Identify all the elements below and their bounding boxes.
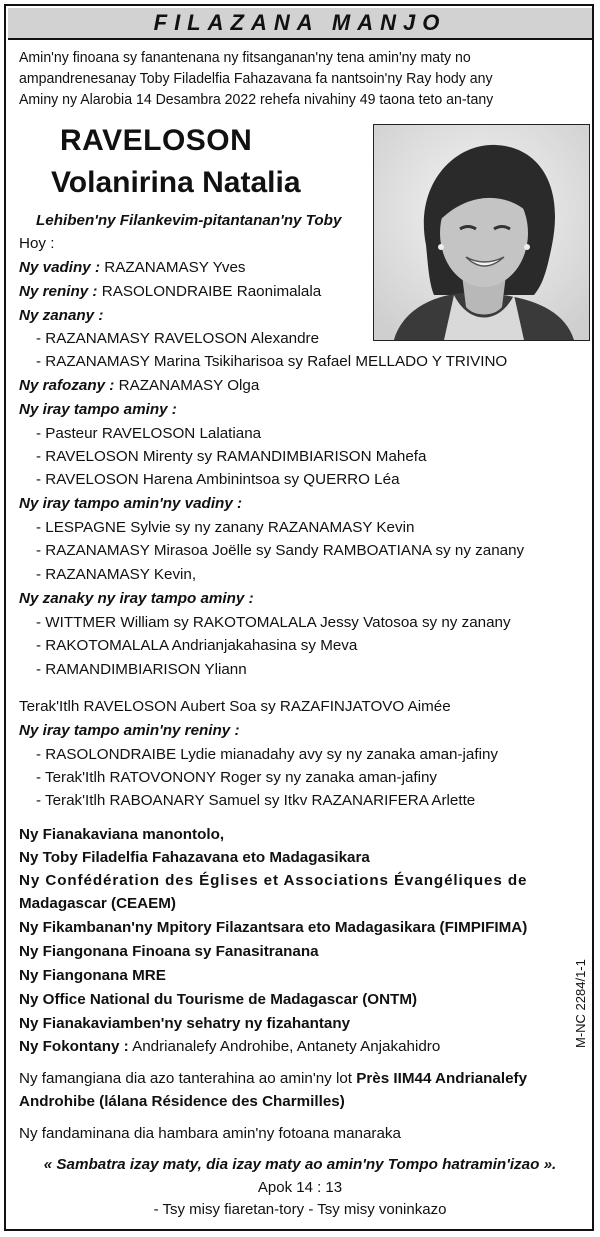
list-item: - RAVELOSON Mirenty sy RAMANDIMBIARISON Mahefa bbox=[36, 448, 427, 465]
terak-line: Terak'Itlh RAVELOSON Aubert Soa sy RAZAFINJATOVO Aimée bbox=[19, 698, 451, 715]
rafozany-value: RAZANAMASY Olga bbox=[118, 377, 260, 394]
list-item: - Terak'Itlh RATOVONONY Roger sy ny zanaka aman-jafiny bbox=[36, 769, 438, 786]
organization-item: Ny Toby Filadelfia Fahazavana eto Madagasikara bbox=[19, 849, 370, 866]
zanaky-label: Ny zanaky ny iray tampo aminy : bbox=[19, 590, 254, 607]
list-item: - Pasteur RAVELOSON Lalatiana bbox=[36, 425, 262, 442]
organization-item: Ny Fiangonana Finoana sy Fanasitranana bbox=[19, 943, 319, 960]
list-item: - RAVELOSON Harena Ambinintsoa sy QUERRO Léa bbox=[36, 471, 400, 488]
list-item: - RAKOTOMALALA Andrianjakahasina sy Meva bbox=[36, 637, 358, 654]
hoy-label: Hoy : bbox=[19, 235, 55, 252]
verse-reference: Apok 14 : 13 bbox=[257, 1179, 343, 1196]
portrait-photo bbox=[373, 124, 590, 341]
verse-quote: « Sambatra izay maty, dia izay maty ao amin'ny Tompo hatramin'izao ». bbox=[43, 1156, 557, 1173]
reniny-value: RASOLONDRAIBE Raonimalala bbox=[101, 283, 322, 300]
vigil-address: Près IIM44 Andrianalefy bbox=[356, 1070, 528, 1087]
reniny-line bbox=[19, 281, 321, 302]
burial-line: Ny fandaminana dia hambara amin'ny fotoana manaraka bbox=[19, 1125, 401, 1142]
intro-line: ampandrenesanay Toby Filadelfia Fahazavana fa nantsoin'ny Ray hody any bbox=[19, 70, 493, 87]
organization-item: Ny Confédération des Églises et Associations Évangéliques de bbox=[19, 872, 528, 889]
vadiny-value: RAZANAMASY Yves bbox=[104, 259, 246, 276]
organization-item: Madagascar (CEAEM) bbox=[19, 895, 176, 912]
vigil-line-2: Androhibe (lálana Résidence des Charmilles) bbox=[19, 1093, 345, 1110]
footer-note: - Tsy misy fiaretan-tory - Tsy misy voninkazo bbox=[153, 1201, 447, 1218]
rafozany-label: Ny rafozany : bbox=[19, 377, 115, 394]
list-item: - RASOLONDRAIBE Lydie mianadahy avy sy ny zanaka aman-jafiny bbox=[36, 746, 499, 763]
list-item: - RAZANAMASY Marina Tsikiharisoa sy Rafael MELLADO Y TRIVINO bbox=[36, 353, 508, 370]
vadiny-line bbox=[19, 257, 246, 278]
organization-item: Ny Fikambanan'ny Mpitory Filazantsara eto Madagasikara (FIMPIFIMA) bbox=[19, 919, 528, 936]
list-item: - LESPAGNE Sylvie sy ny zanany RAZANAMASY Kevin bbox=[36, 519, 415, 536]
vadiny-label: Ny vadiny : bbox=[19, 259, 101, 276]
ad-reference: M-NC 2284/1-1 bbox=[573, 959, 588, 1048]
list-item: - RAZANAMASY Kevin, bbox=[36, 566, 197, 583]
list-item: - RAZANAMASY Mirasoa Joëlle sy Sandy RAMBOATIANA sy ny zanany bbox=[36, 542, 525, 559]
iray-tampo-label: Ny iray tampo aminy : bbox=[19, 401, 177, 418]
organization-item: Ny Fianakaviana manontolo, bbox=[19, 826, 225, 843]
list-item: - RAMANDIMBIARISON Yliann bbox=[36, 661, 247, 678]
zanany-label: Ny zanany : bbox=[19, 307, 104, 324]
deceased-role: Lehiben'ny Filankevim-pitantanan'ny Toby bbox=[36, 212, 342, 229]
organization-item: Ny Fiangonana MRE bbox=[19, 967, 166, 984]
rafozany-line bbox=[19, 375, 259, 396]
list-item: - Terak'Itlh RABOANARY Samuel sy Itkv RAZANARIFERA Arlette bbox=[36, 792, 476, 809]
vigil-text: Ny famangiana dia azo tanterahina ao amin'ny lot bbox=[19, 1070, 353, 1087]
intro-line: Aminy ny Alarobia 14 Desambra 2022 rehefa nivahiny 49 taona teto an-tany bbox=[19, 91, 494, 108]
iray-tampo-vadiny-label: Ny iray tampo amin'ny vadiny : bbox=[19, 495, 243, 512]
iray-tampo-reniny-label: Ny iray tampo amin'ny reniny : bbox=[19, 722, 240, 739]
list-item: - RAZANAMASY RAVELOSON Alexandre bbox=[36, 330, 320, 347]
reniny-label: Ny reniny : bbox=[19, 283, 98, 300]
deceased-given-names: Volanirina Natalia bbox=[51, 166, 301, 199]
fokontany-value: Andrianalefy Androhibe, Antanety Anjakahidro bbox=[132, 1038, 441, 1055]
list-item: - WITTMER William sy RAKOTOMALALA Jessy Vatosoa sy ny zanany bbox=[36, 614, 511, 631]
fokontany-line bbox=[19, 1036, 440, 1057]
vigil-line-1 bbox=[19, 1068, 527, 1089]
fokontany-label: Ny Fokontany : bbox=[19, 1038, 129, 1055]
organization-item: Ny Office National du Tourisme de Madagascar (ONTM) bbox=[19, 991, 418, 1008]
organization-item: Ny Fianakaviamben'ny sehatry ny fizahantany bbox=[19, 1015, 351, 1032]
notice-banner bbox=[8, 8, 592, 40]
deceased-surname: RAVELOSON bbox=[60, 124, 253, 157]
portrait-icon bbox=[374, 125, 589, 340]
intro-paragraph bbox=[19, 47, 588, 110]
intro-line: Amin'ny finoana sy fanantenana ny fitsanganan'ny tena amin'ny maty no bbox=[19, 49, 471, 66]
banner-title: FILAZANA MANJO bbox=[153, 10, 447, 35]
